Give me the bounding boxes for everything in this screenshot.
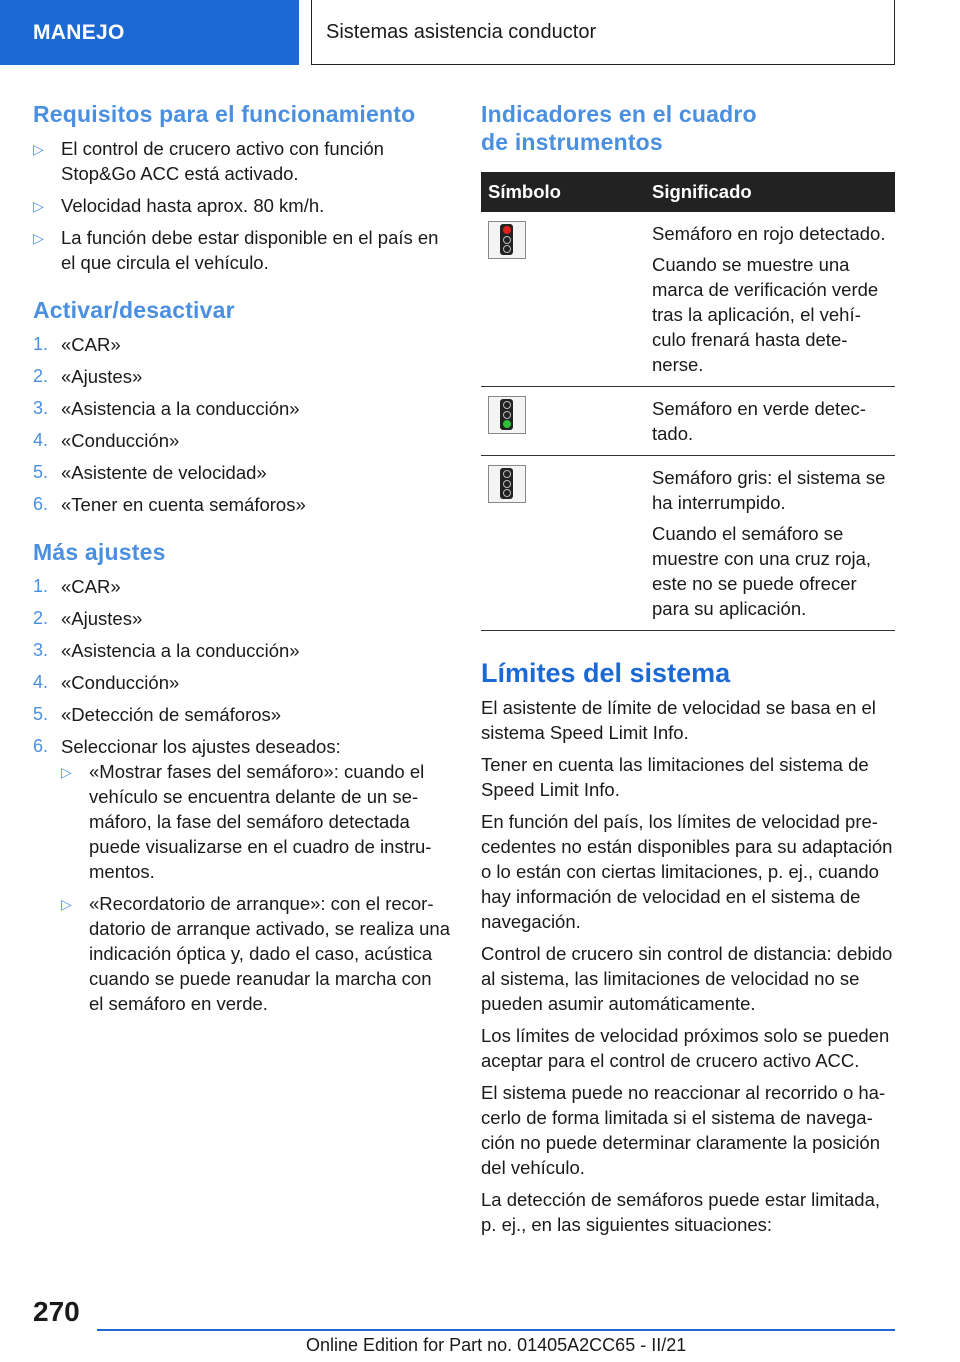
step-item: 6. «Tener en cuenta semáforos» [33,494,306,515]
step-item: 1. «CAR» [33,576,121,597]
step-item: 3. «Asistencia a la conducción» [33,398,300,419]
column-header-symbol: Símbolo [481,172,645,212]
activar-heading: Activar/desactivar [33,297,235,323]
body-paragraph: Los límites de velocidad próximos solo se pueden aceptar para el control de crucero activo ACC. [481,1025,890,1071]
step-item: 4. «Conducción» [33,672,180,693]
triangle-bullet-icon: ▷ [33,141,44,157]
activar-steps [33,332,451,517]
sub-options-list [61,759,451,1016]
left-column [33,100,451,1023]
requisitos-heading: Requisitos para el funcionamiento [33,101,416,127]
body-paragraph: Tener en cuenta las limitaciones del sistema de Speed Limit Info. [481,754,869,800]
table-row [481,387,895,456]
traffic-light-gray-icon [488,465,526,503]
body-paragraph: El asistente de límite de velocidad se basa en el sistema Speed Limit Info. [481,697,876,743]
step-item: 2. «Ajustes» [33,608,143,629]
sub-list-item: ▷ «Recordatorio de arranque»: con el recordatorio de arranque activado, se realiza una indicación óptica y, dado el caso, acústica cuando se puede reanudar la marcha con el semáforo en verde. [61,893,450,1014]
step-item: 4. «Conducción» [33,430,180,451]
meaning-cell: Semáforo en verde detectado. [645,387,895,456]
step-item: 1. «CAR» [33,334,121,355]
limites-heading: Límites del sistema [481,658,731,688]
body-paragraph: La detección de semáforos puede estar limitada, p. ej., en las siguientes situaciones: [481,1189,881,1235]
step-item: 2. «Ajustes» [33,366,143,387]
list-item: ▷ Velocidad hasta aprox. 80 km/h. [33,193,451,218]
list-item: ▷ La función debe estar disponible en el país en el que circula el vehículo. [33,227,439,273]
list-item: ▷ El control de crucero activo con función Stop&Go ACC está activado. [33,138,384,184]
symbol-cell [481,387,645,456]
symbol-cell [481,212,645,387]
right-column [481,100,895,1244]
mas-ajustes-steps [33,574,451,1016]
column-header-meaning: Significado [645,172,895,212]
edition-note: Online Edition for Part no. 01405A2CC65 - II/21 [306,1335,687,1355]
body-paragraph: Control de crucero sin control de distancia: debido al sistema, las limitaciones de velocidad no se pueden asumir automáticamente. [481,943,893,1014]
triangle-bullet-icon: ▷ [61,764,72,780]
triangle-bullet-icon: ▷ [33,198,44,214]
body-paragraph: El sistema puede no reaccionar al recorrido o hacerlo de forma limitada si el sistema de navegación no puede determinar claramente la posición del vehículo. [481,1082,886,1178]
chapter-title: Sistemas asistencia conductor [311,0,895,65]
table-header-row [481,172,895,212]
indicadores-heading: Indicadores en el cuadro de instrumentos [481,101,757,155]
page-number: 270 [33,1296,80,1327]
requisitos-list [33,136,451,275]
table-row [481,212,895,387]
traffic-light-red-icon [488,221,526,259]
triangle-bullet-icon: ▷ [61,896,72,912]
symbol-cell [481,456,645,631]
step-item: 5. «Detección de semáforos» [33,704,282,725]
triangle-bullet-icon: ▷ [33,230,44,246]
sub-list-item: ▷ «Mostrar fases del semáforo»: cuando el vehículo se encuentra delante de un semáforo, la fase del semáforo detectada puede visualizarse en el cuadro de instrumentos. [61,761,432,882]
step-item: 3. «Asistencia a la conducción» [33,640,300,661]
step-item: 6. Seleccionar los ajustes deseados: ▷ «Mostrar fases del semáforo»: cuando el vehículo se encuentra delante de un semáforo, la fase del semáforo detectada puede visualizarse en el cuadro de instrumentos. ▷ «Recordatorio de arranque»: con el recordatorio de arranque activado, se realiza una indicación óptica y, dado el caso, acústica cuando se puede reanudar la marcha con el semáforo en verde. [33,736,450,1014]
section-tab: MANEJO [0,0,299,65]
step-item: 5. «Asistente de velocidad» [33,462,267,483]
footer-divider [97,1329,895,1331]
table-row [481,456,895,631]
indicator-table [481,172,895,631]
mas-ajustes-heading: Más ajustes [33,539,166,565]
meaning-cell: Semáforo gris: el sistema se ha interrumpido. Cuando el semáforo se muestre con una cruz roja, este no se puede ofrecer para su aplicación. [645,456,895,631]
traffic-light-green-icon [488,396,526,434]
meaning-cell: Semáforo en rojo detectado. Cuando se muestre una marca de verificación verde tras la aplicación, el vehículo frenará hasta detenerse. [645,212,895,387]
body-paragraph: En función del país, los límites de velocidad precedentes no están disponibles para su adaptación o lo están con ciertas limitaciones, p. ej., cuando hay información de velocidad en el sistema de navegación. [481,811,893,932]
